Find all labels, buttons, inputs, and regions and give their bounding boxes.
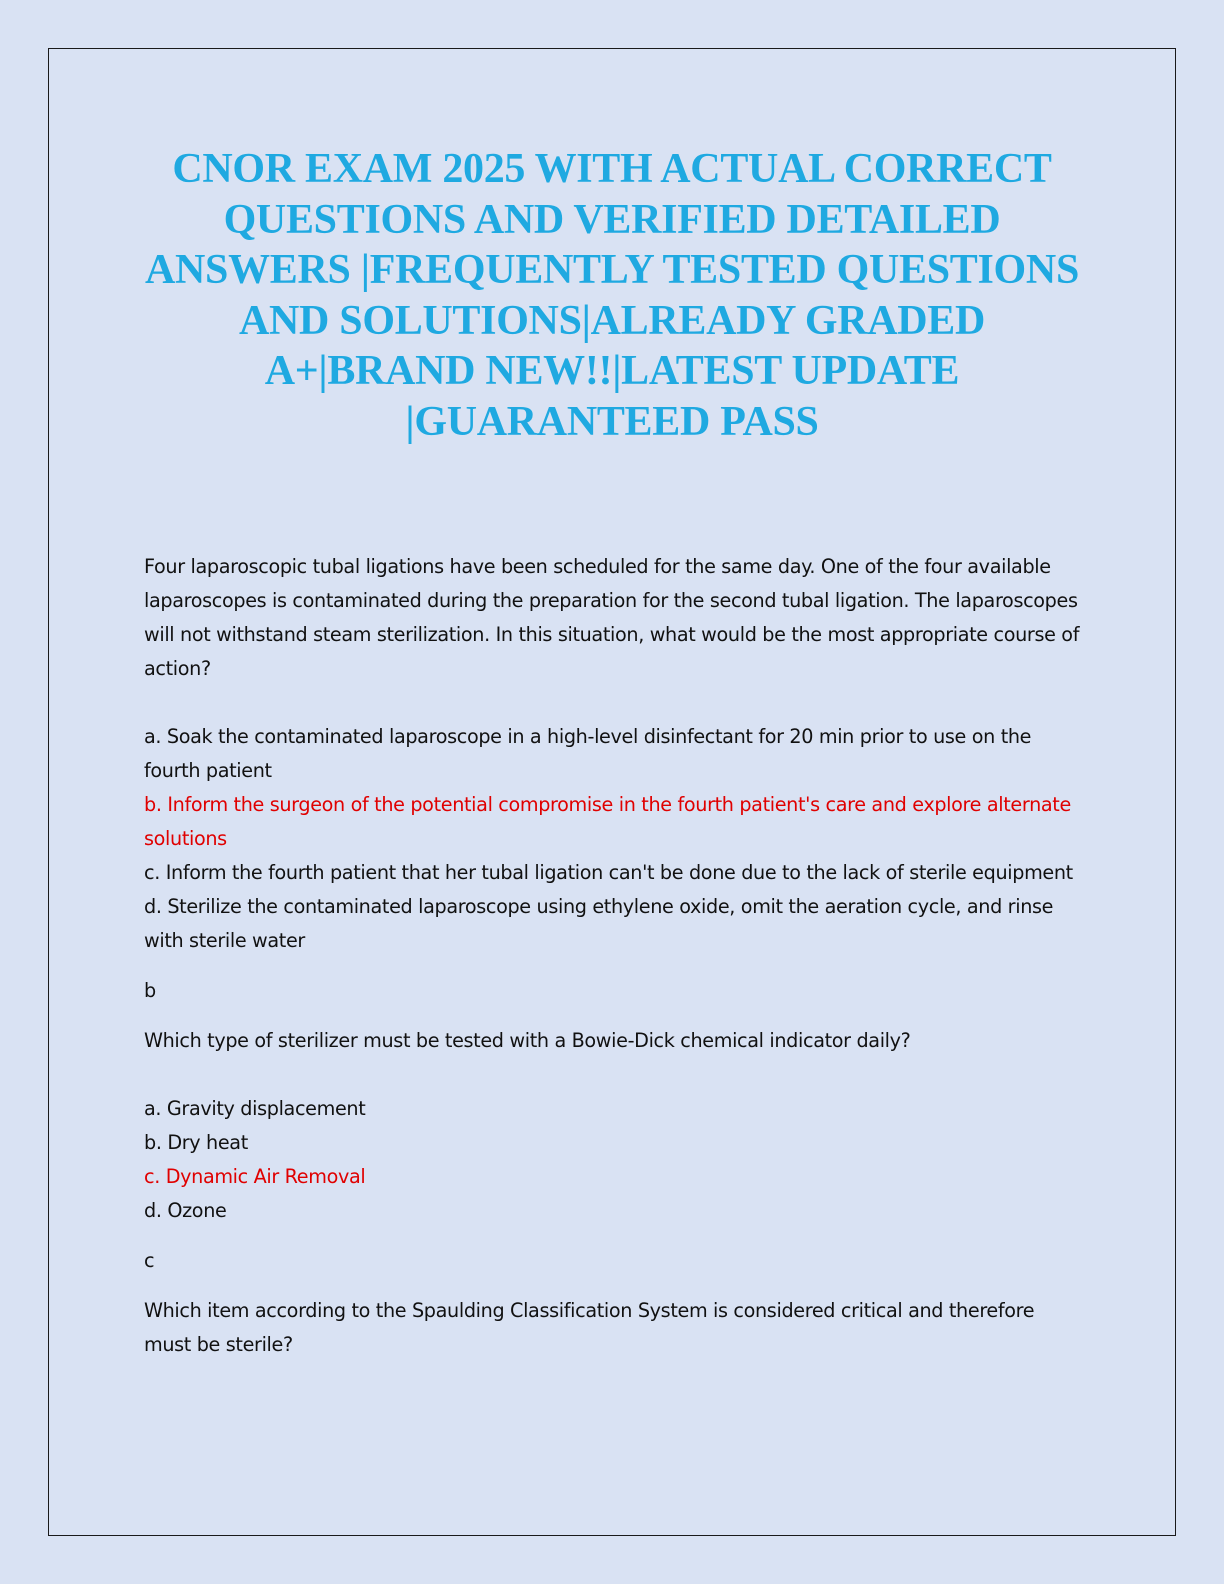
question-1-option-d: d. Sterilize the contaminated laparoscope using ethylene oxide, omit the aeration cycle, and rinse with sterile water [144, 895, 1054, 952]
question-1-option-c: c. Inform the fourth patient that her tubal ligation can't be done due to the lack of sterile equipment [144, 861, 1073, 884]
question-1-answer: b [144, 979, 156, 1002]
question-2-answer: c [144, 1249, 155, 1272]
question-2-option-c-correct: c. Dynamic Air Removal [144, 1165, 366, 1188]
question-2-option-d: d. Ozone [144, 1199, 227, 1222]
question-1-option-a: a. Soak the contaminated laparoscope in a high-level disinfectant for 20 min prior to use on the fourth patient [144, 725, 1032, 782]
question-3-text: Which item according to the Spaulding Classification System is considered critical and therefore must be sterile? [144, 1299, 1035, 1356]
question-1-text: Four laparoscopic tubal ligations have been scheduled for the same day. One of the four available laparoscopes is contaminated during the preparation for the second tubal ligation. The laparoscopes will not withstand steam sterilization. In this situation, what would be the most appropriate course of action? [144, 555, 1080, 680]
question-2-text: Which type of sterilizer must be tested with a Bowie-Dick chemical indicator daily? [144, 1029, 911, 1052]
document-body [144, 550, 1084, 1362]
question-2-option-b: b. Dry heat [144, 1131, 248, 1154]
question-2-option-a: a. Gravity displacement [144, 1097, 366, 1120]
question-1-option-b-correct: b. Inform the surgeon of the potential compromise in the fourth patient's care and explore alternate solutions [144, 793, 1071, 850]
document-title: CNOR EXAM 2025 WITH ACTUAL CORRECT QUESTIONS AND VERIFIED DETAILED ANSWERS |FREQUENTLY TESTED QUESTIONS AND SOLUTIONS|ALREADY GRADED A+|BRAND NEW!!|LATEST UPDATE |GUARANTEED PASS [144, 146, 1080, 445]
